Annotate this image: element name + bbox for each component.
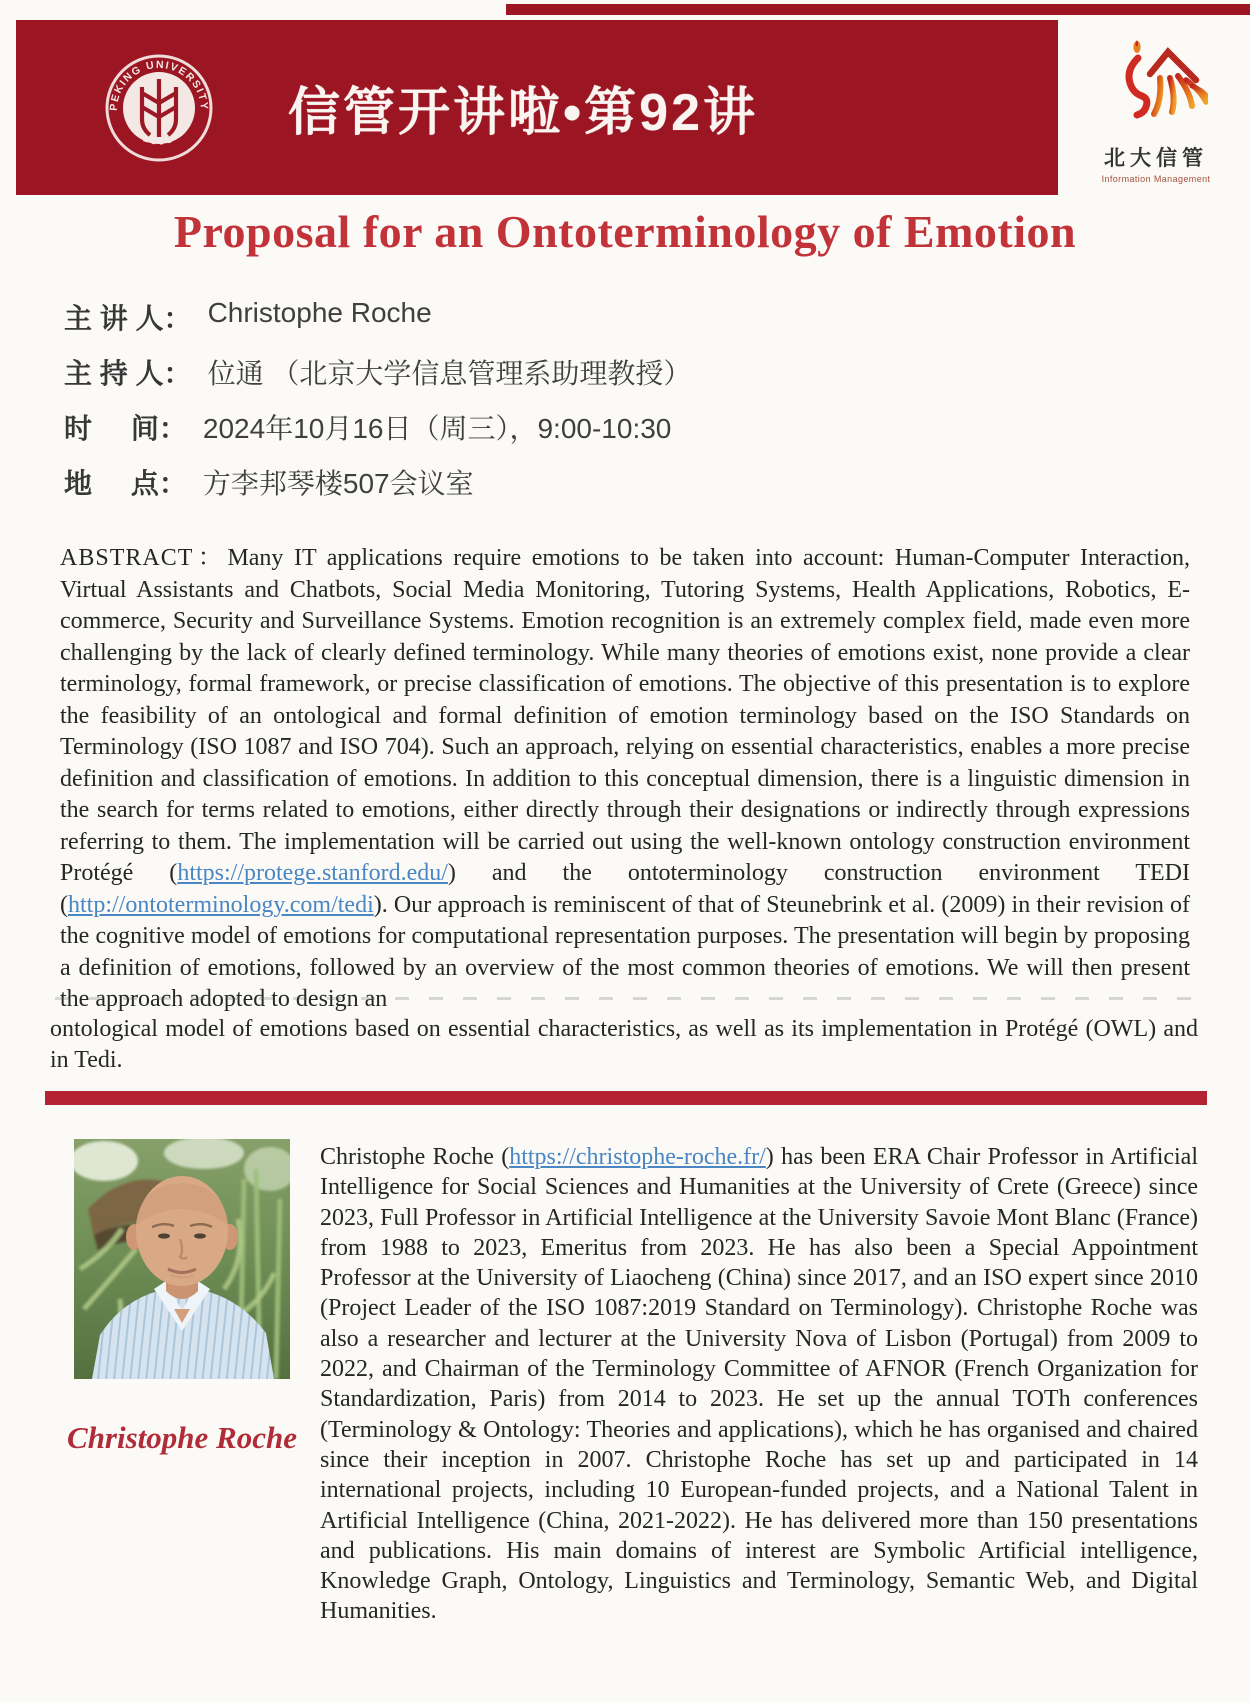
- abstract-label: ABSTRACT：: [60, 545, 228, 571]
- tedi-link[interactable]: http://ontoterminology.com/tedi: [68, 891, 374, 918]
- speaker-photo: [74, 1139, 290, 1379]
- location-label: 地 点：: [64, 468, 187, 499]
- page-title: Proposal for an Ontoterminology of Emotion: [173, 206, 1077, 257]
- abstract-text-3: ). Our approach is reminiscent of that of Steunebrink et al. (2009) in their revision of the cognitive model of emotions for computational representation purposes. The presentation will begin by proposing a definition of emotions, followed by an overview of the most common theories of emotions. We will then present the approach adopted to design an: [60, 891, 1190, 1012]
- time-value: 2024年10月16日（周三），9:00-10:30: [202, 413, 672, 444]
- info-row-location: [64, 462, 691, 502]
- abstract-text-2: ) and the ontoterminology construction environment TEDI (: [60, 860, 1190, 918]
- info-row-speaker: [64, 297, 691, 337]
- svg-text:PEKING UNIVERSITY: PEKING UNIVERSITY: [107, 58, 211, 112]
- abstract-text-1: Many IT applications require emotions to be taken into account: Human-Computer Interaction, Virtual Assistants and Chatbots, Social Media Monitoring, Tutoring Systems, Health Applications, Robotics, E-commerce, Security and Surveillance Systems. Emotion recognition is an extremely complex field, made even more challenging by the lack of clearly defined terminology. While many theories of emotions exist, none provide a clear terminology, formal framework, or precise classification of emotions. The objective of this presentation is to explore the feasibility of an ontological and formal definition of emotion terminology based on the ISO Standards on Terminology (ISO 1087 and ISO 704). Such an approach, relying on essential characteristics, enables a more precise definition and classification of emotions. In addition to this conceptual dimension, there is a linguistic dimension in the search for terms related to emotions, either directly through their designations or indirectly through expressions referring to them. The implementation will be carried out using the well-known ontology construction environment Protégé (: [60, 545, 1190, 886]
- host-label: 主 持 人：: [64, 358, 192, 389]
- scan-seam-artifact: [55, 997, 1195, 1000]
- im-logo-subtitle: Information Management: [1101, 174, 1211, 184]
- series-title: 信管开讲啦•第92讲: [287, 84, 759, 142]
- abstract-overflow-paragraph: ontological model of emotions based on essential characteristics, as well as its implementation in Protégé (OWL) and in Tedi.: [50, 1016, 1198, 1073]
- lecture-info: [64, 297, 691, 517]
- host-value: 位通 （北京大学信息管理系助理教授）: [207, 358, 692, 389]
- bio-text-2: ) has been ERA Chair Professor in Artificial Intelligence for Social Sciences and Humanities at the University of Crete (Greece) since 2023, Full Professor in Artificial Intelligence at the University Savoie Mont Blanc (France) from 1988 to 2023, Emeritus from 2023. He has also been a Special Appointment Professor at the University of Liaocheng (China) since 2017, and an ISO expert since 2010 (Project Leader of the ISO 1087:2019 Standard on Terminology). Christophe Roche was also a researcher and lecturer at the University Nova of Lisbon (Portugal) from 2009 to 2022, and Chairman of the Terminology Committee of AFNOR (French Organization for Standardization, Paris) from 2014 to 2023. He set up the annual TOTh conferences (Terminology & Ontology: Theories and applications), which he has organised and chaired since their inception in 2007. Christophe Roche has set up and participated in 14 international projects, including 10 European-funded projects, and a National Talent in Artificial Intelligence (China, 2021-2022). He has delivered more than 150 presentations and publications. His main domains of interest are Symbolic Artificial intelligence, Knowledge Graph, Ontology, Linguistics and Terminology, Semantic Web, and Digital Humanities.: [320, 1144, 1198, 1625]
- time-label: 时 间：: [64, 413, 187, 444]
- top-red-strip: [506, 4, 1250, 15]
- im-logo-name: 北大信管: [1104, 146, 1208, 170]
- header-band: [16, 20, 1058, 195]
- im-logo-block: [1094, 34, 1218, 184]
- bio-paragraph: [320, 1142, 1198, 1627]
- info-row-time: [64, 407, 691, 447]
- location-value: 方李邦琴楼507会议室: [202, 468, 474, 499]
- svg-text:1898: 1898: [141, 133, 177, 148]
- photo-caption: Christophe Roche: [67, 1420, 297, 1455]
- protege-link[interactable]: https://protege.stanford.edu/: [177, 860, 448, 886]
- bio-text-1: Christophe Roche (: [320, 1144, 510, 1170]
- personal-site-link[interactable]: https://christophe-roche.fr/: [509, 1144, 766, 1170]
- info-row-host: [64, 352, 691, 392]
- speaker-value: Christophe Roche: [207, 297, 432, 328]
- pku-im-flame-icon: [1104, 34, 1208, 134]
- abstract-paragraph: [60, 543, 1190, 1016]
- section-divider: [45, 1091, 1207, 1105]
- speaker-label: 主 讲 人：: [64, 303, 192, 334]
